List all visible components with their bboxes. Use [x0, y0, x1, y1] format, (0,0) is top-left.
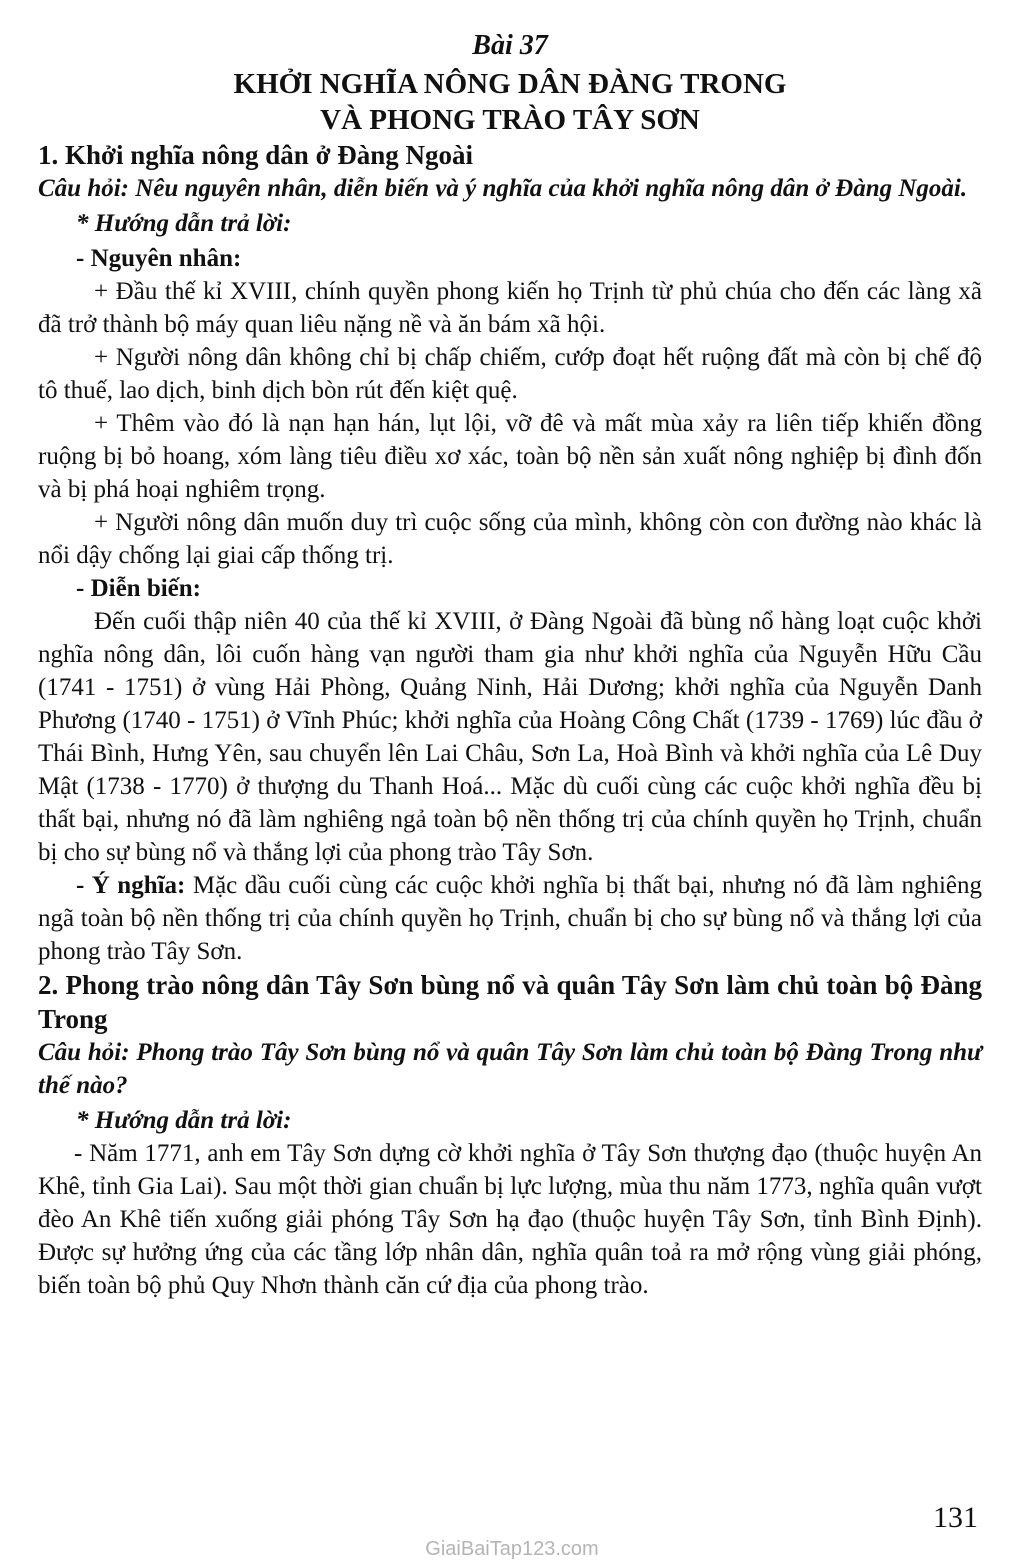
- meaning-text: Mặc dầu cuối cùng các cuộc khởi nghĩa bị thất bại, nhưng nó đã làm nghiêng ngã toàn bộ nền thống trị của chính quyền họ Trịnh, chuẩn bị cho sự bùng nổ và thắng lợi của phong trào Tây Sơn.: [38, 872, 982, 965]
- meaning-paragraph: [38, 869, 982, 968]
- cause-label: - Nguyên nhân:: [76, 245, 242, 272]
- section-1-heading: 1. Khởi nghĩa nông dân ở Đàng Ngoài: [38, 140, 474, 170]
- cause-item: + Thêm vào đó là nạn hạn hán, lụt lội, vỡ đê và mất mùa xảy ra liên tiếp khiến đồng ruộng bị bỏ hoang, xóm làng tiêu điều xơ xác, toàn bộ nền sản xuất nông nghiệp bị đình đốn và bị phá hoại nghiêm trọng.: [38, 410, 982, 503]
- watermark: GiaiBaiTap123.com: [425, 1538, 599, 1560]
- events-paragraph: Đến cuối thập niên 40 của thế kỉ XVIII, ở Đàng Ngoài đã bùng nổ hàng loạt cuộc khởi nghĩa nông dân, lôi cuốn hàng vạn người tham gia như khởi nghĩa của Nguyễn Hữu Cầu (1741 - 1751) ở vùng Hải Phòng, Quảng Ninh, Hải Dương; khởi nghĩa của Nguyễn Danh Phương (1740 - 1751) ở Vĩnh Phúc; khởi nghĩa của Hoàng Công Chất (1739 - 1769) lúc đầu ở Thái Bình, Hưng Yên, sau chuyển lên Lai Châu, Sơn La, Hoà Bình và khởi nghĩa của Lê Duy Mật (1738 - 1770) ở thượng du Thanh Hoá... Mặc dù cuối cùng các cuộc khởi nghĩa đều bị thất bại, nhưng nó đã làm nghiêng ngả toàn bộ nền thống trị của chính quyền họ Trịnh, chuẩn bị cho sự bùng nổ và thắng lợi của phong trào Tây Sơn.: [38, 608, 982, 866]
- lesson-title-line-1: KHỞI NGHĨA NÔNG DÂN ĐÀNG TRONG: [233, 68, 787, 100]
- section-2-answer: - Năm 1771, anh em Tây Sơn dựng cờ khởi nghĩa ở Tây Sơn thượng đạo (thuộc huyện An Khê, tỉnh Gia Lai). Sau một thời gian chuẩn bị lực lượng, mùa thu năm 1773, nghĩa quân vượt đèo An Khê tiến xuống giải phóng Tây Sơn hạ đạo (thuộc huyện Tây Sơn, tỉnh Bình Định). Được sự hưởng ứng của các tầng lớp nhân dân, nghĩa quân toả ra mở rộng vùng giải phóng, biến toàn bộ phủ Quy Nhơn thành căn cứ địa của phong trào.: [38, 1140, 982, 1299]
- section-2-guide: * Hướng dẫn trả lời:: [76, 1107, 292, 1134]
- section-1-question: Câu hỏi: Nêu nguyên nhân, diễn biến và ý nghĩa của khởi nghĩa nông dân ở Đàng Ngoài.: [38, 175, 968, 202]
- section-2-heading: 2. Phong trào nông dân Tây Sơn bùng nổ và quân Tây Sơn làm chủ toàn bộ Đàng Trong: [38, 970, 982, 1034]
- section-2-question: Câu hỏi: Phong trào Tây Sơn bùng nổ và quân Tây Sơn làm chủ toàn bộ Đàng Trong như thế nào?: [38, 1039, 982, 1099]
- cause-item: + Đầu thế kỉ XVIII, chính quyền phong kiến họ Trịnh từ phủ chúa cho đến các làng xã đã trở thành bộ máy quan liêu nặng nề và ăn bám xã hội.: [38, 278, 982, 338]
- lesson-label: Bài 37: [472, 30, 548, 61]
- cause-item: + Người nông dân không chỉ bị chấp chiếm, cướp đoạt hết ruộng đất mà còn bị chế độ tô thuế, lao dịch, binh dịch bòn rút đến kiệt quệ.: [38, 344, 982, 404]
- meaning-label: - Ý nghĩa:: [76, 872, 186, 899]
- cause-item: + Người nông dân muốn duy trì cuộc sống của mình, không còn con đường nào khác là nổi dậy chống lại giai cấp thống trị.: [38, 509, 982, 569]
- textbook-page: [38, 28, 982, 1302]
- page-number: 131: [933, 1501, 978, 1534]
- events-label: - Diễn biến:: [76, 575, 201, 602]
- lesson-title-line-2: VÀ PHONG TRÀO TÂY SƠN: [320, 104, 700, 136]
- section-1-guide: * Hướng dẫn trả lời:: [76, 210, 292, 237]
